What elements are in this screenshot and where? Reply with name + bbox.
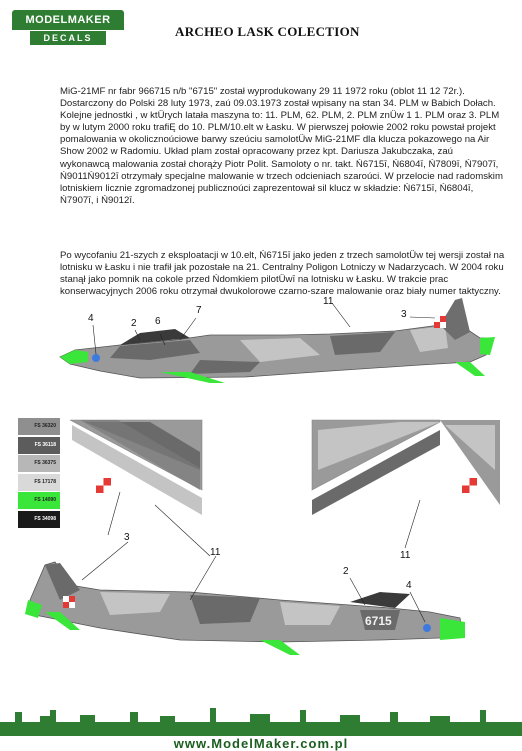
callout-11-bottom-a: 11 [210,547,221,558]
history-paragraph-1: MiG-21MF nr fabr 966715 n/b "6715" został wyprodukowany 29 11 1972 roku (oblot 11 12 72r.). Dostarczony do Polski 28 luty 1973, zaú 09.03.1973 został wpisany na stan 34. PLM w Babich Dołach. Kolejne jednostki , w ktÜrych latała maszyna to: 11. PLM, 62. PLM, 2. PLM znÜw 1 1. PLM oraz 3. PLM by w lutym 2000 roku trafiĘ do 10. PLM/10.elt w Łasku. W pierwszej połowie 2002 roku powstał projekt pomalowania w okolicznoúciowe barwy szeúciu samolotÜw MiG-21MF dla klucza pokazowego na Air Show 2002 w Radomiu. Układ plam został opracowany przez kpt. Dariusza Jakubczaka, zaú wykonawcą malowania został chorąży Piotr Polit. Samoloty o nr. takt. Ń6715ī, Ń6804ī, Ń7809ī, Ń7907ī, Ń9011Ń9012ī otrzymały specjalne malowanie w trzech odcieniach szaroúci. W przelocie nad radomskim lotniskiem licznie zgromadzonej publicznoúci zaprezentował sil klucz w składzie: Ń6715ī, Ń6804ī, Ń7907ī, i Ń9012ī. [60,86,503,206]
swatch: FS 36118 [18,437,60,454]
callout-4-top: 4 [88,313,94,324]
swatch: FS 34098 [18,511,60,528]
swatch: FS 36375 [18,455,60,472]
footer-city-silhouette [0,708,522,736]
left-wing-panel [70,420,202,515]
callout-3-bottom: 3 [124,532,130,543]
callout-11-bottom-b: 11 [400,550,411,561]
logo-brand: MODELMAKER [12,10,124,30]
callout-7-top: 7 [196,305,202,316]
tactical-number: 6715 [365,614,392,628]
callout-6-top: 6 [155,316,161,327]
swatch: FS 36320 [18,418,60,435]
page-title: ARCHEO LASK COLECTION [175,24,360,39]
swatch: FS 17178 [18,474,60,491]
right-wing-panel [312,420,500,515]
callout-2-bottom: 2 [343,566,349,577]
callout-4-bottom: 4 [406,580,412,591]
swatch: FS 14090 [18,492,60,509]
logo-decals: DECALS [30,31,106,45]
history-paragraph-2: Po wycofaniu 21-szych z eksploatacji w 10.elt, Ń6715ī jako jeden z trzech samolotÜw tej wersji został na lotnisku w Łasku i nie trafił jak pozostałe na 21. Centralny Poligon Lotniczy w Nadarzycach. W 2004 roku stanął jako pomnik na cokole przed Ńdomkiem pilotÜwī na lotnisku w Łasku. W trakcie prac konserwacyjnych 2006 roku otrzymał dwukolorowe czarno-szare malowanie oraz biały numer taktyczny. [60,250,505,298]
bottom-aircraft-profile [25,542,465,655]
callout-2-top: 2 [131,318,137,329]
footer-url[interactable]: www.ModelMaker.com.pl [173,736,349,751]
paint-swatches [18,418,60,529]
callout-3-top: 3 [401,309,407,320]
top-aircraft-profile [60,298,495,383]
callout-11-top: 11 [323,296,334,307]
